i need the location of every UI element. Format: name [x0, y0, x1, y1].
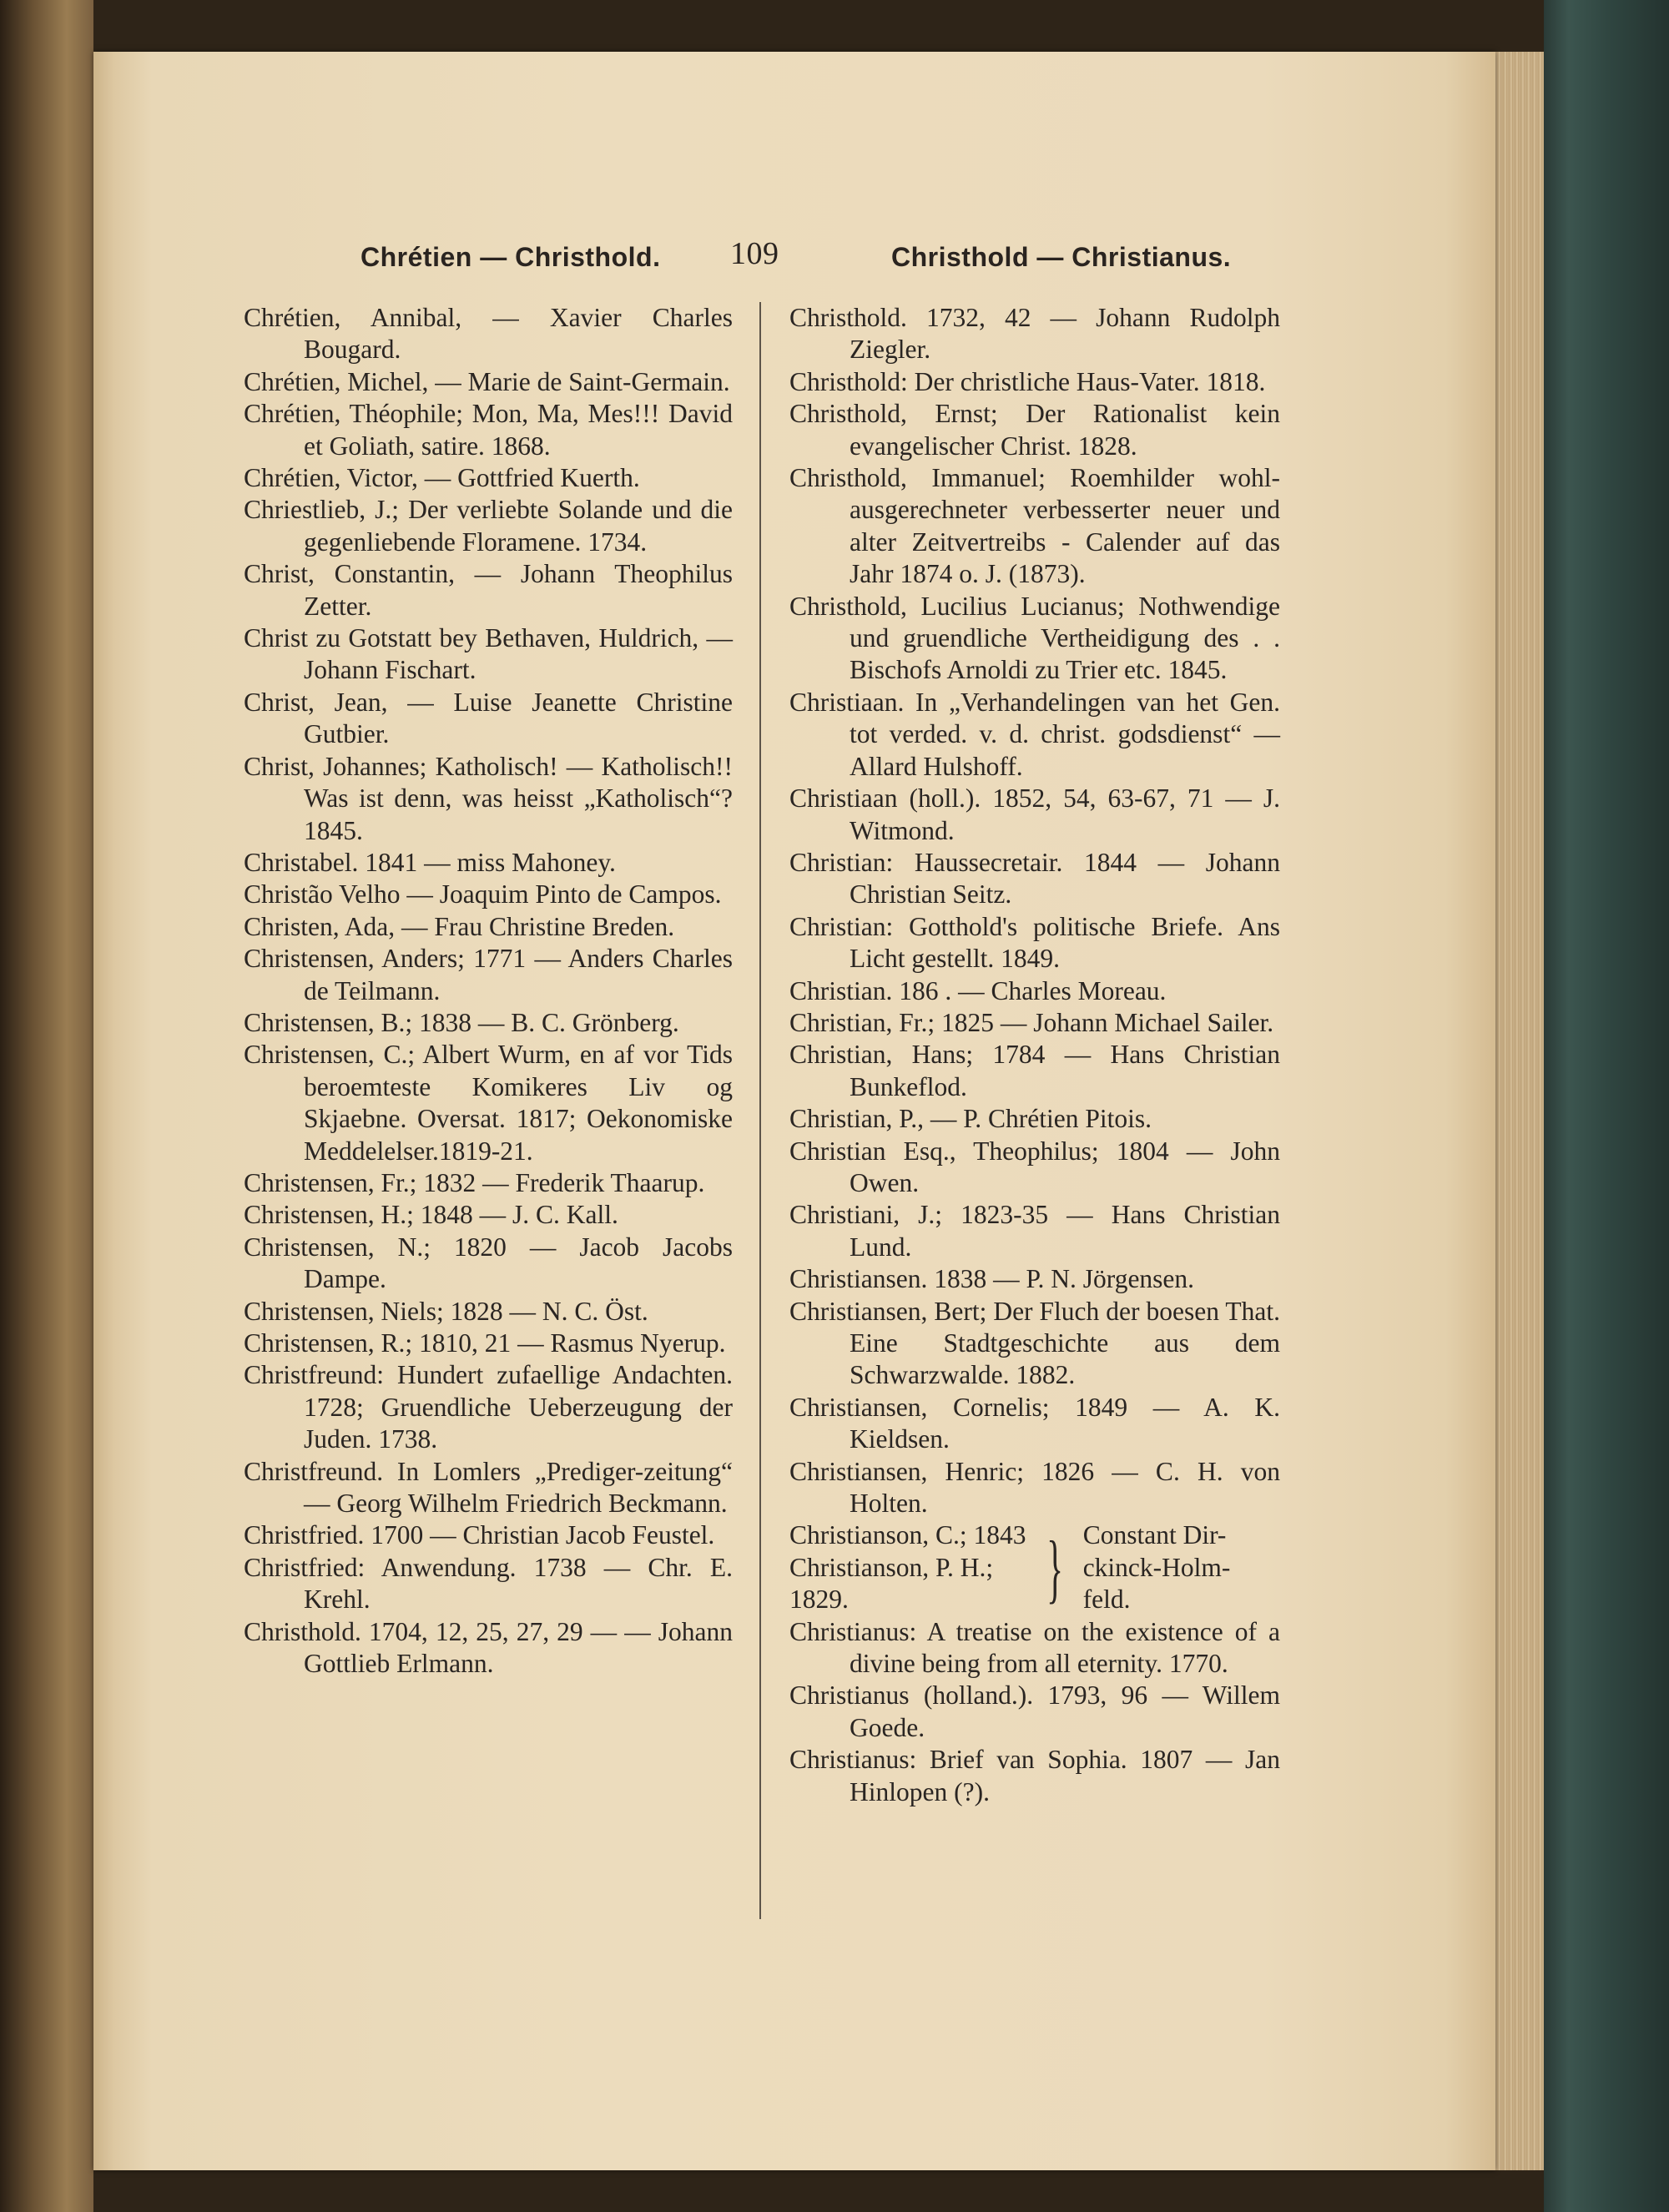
- index-entry: Christensen, C.; Albert Wurm, en af vor Tids beroemteste Komikeres Liv og Skjaebne. Oversat. 1817; Oekonomiske Meddelelser.1819-21.: [244, 1040, 733, 1166]
- index-entry: Christensen, Anders; 1771 — Anders Charles de Teilmann.: [244, 944, 733, 1005]
- index-entry: Christiansen, Henric; 1826 — C. H. von Holten.: [789, 1456, 1280, 1519]
- index-entry: Christ zu Gotstatt bey Bethaven, Huldrich, — Johann Fischart.: [244, 623, 733, 685]
- index-entry: Christfreund: Hundert zufaellige Andachten. 1728; Gruendliche Ueberzeugung der Juden. 1738.: [244, 1360, 733, 1454]
- braced-entry-line: Christianson, C.; 1843: [789, 1520, 1026, 1550]
- index-entry: Christiansen, Bert; Der Fluch der boesen That. Eine Stadtgeschichte aus dem Schwarzwalde. 1882.: [789, 1296, 1280, 1390]
- index-entry: Christianus: Brief van Sophia. 1807 — Jan Hinlopen (?).: [789, 1745, 1280, 1806]
- curly-brace-icon: }: [1046, 1525, 1063, 1611]
- running-header-left: Chrétien — Christhold.: [361, 242, 661, 272]
- index-entry: Christian: Haussecretair. 1844 — Johann Christian Seitz.: [789, 847, 1280, 909]
- column-divider: [759, 302, 761, 1919]
- index-entry: Christen, Ada, — Frau Christine Breden.: [244, 911, 675, 941]
- right-column: [789, 302, 1280, 1808]
- index-entry: Christhold, Lucilius Lucianus; Nothwendige und gruendliche Vertheidigung des . . Bischofs Arnoldi zu Trier etc. 1845.: [789, 591, 1280, 685]
- book-cover-edge: [1544, 0, 1669, 2212]
- index-entry: Christfried. 1700 — Christian Jacob Feustel.: [244, 1520, 715, 1550]
- index-entry: Christensen, Fr.; 1832 — Frederik Thaarup.: [244, 1167, 705, 1197]
- index-entry: Christian, P., — P. Chrétien Pitois.: [789, 1104, 1152, 1134]
- braced-entry-line: Christianson, P. H.;: [789, 1552, 994, 1582]
- index-entry: Christensen, B.; 1838 — B. C. Grönberg.: [244, 1007, 679, 1037]
- index-entry: Chriestlieb, J.; Der verliebte Solande und die gegenliebende Floramene. 1734.: [244, 495, 733, 557]
- index-entry: Christfreund. In Lomlers „Prediger-zeitung“ — Georg Wilhelm Friedrich Beckmann.: [244, 1456, 733, 1519]
- index-entry: Christianus: A treatise on the existence of a divine being from all eternity. 1770.: [789, 1616, 1280, 1679]
- index-entry: Christiani, J.; 1823-35 — Hans Christian Lund.: [789, 1200, 1280, 1262]
- index-entry: Christensen, N.; 1820 — Jacob Jacobs Dampe.: [244, 1232, 733, 1294]
- index-entry: Christ, Johannes; Katholisch! — Katholisch!! Was ist denn, was heisst „Katholisch“? 1845.: [244, 751, 733, 845]
- index-entry: Christianus (holland.). 1793, 96 — Willem Goede.: [789, 1680, 1280, 1742]
- index-entry: Chrétien, Théophile; Mon, Ma, Mes!!! David et Goliath, satire. 1868.: [244, 399, 733, 461]
- index-entry: Christian. 186 . — Charles Moreau.: [789, 975, 1167, 1005]
- page-number: 109: [730, 236, 779, 271]
- index-entry: Chrétien, Victor, — Gottfried Kuerth.: [244, 463, 640, 493]
- index-entry: Christian, Hans; 1784 — Hans Christian Bunkeflod.: [789, 1040, 1280, 1101]
- index-entry: Christensen, Niels; 1828 — N. C. Öst.: [244, 1296, 648, 1326]
- index-entry: Christ, Constantin, — Johann Theophilus Zetter.: [244, 559, 733, 621]
- index-entry: Christhold, Ernst; Der Rationalist kein evangelischer Christ. 1828.: [789, 399, 1280, 461]
- book-spine: [0, 0, 93, 2212]
- index-entry: Chrétien, Michel, — Marie de Saint-Germain.: [244, 366, 730, 396]
- index-entry: Christensen, R.; 1810, 21 — Rasmus Nyerup.: [244, 1328, 726, 1358]
- index-entry: Christhold. 1704, 12, 25, 27, 29 — — Johann Gottlieb Erlmann.: [244, 1616, 733, 1679]
- running-header-right: Christhold — Christianus.: [891, 242, 1232, 272]
- braced-entry-line: 1829.: [789, 1585, 849, 1615]
- index-entry: Christão Velho — Joaquim Pinto de Campos.: [244, 879, 722, 909]
- index-entry: Christhold, Immanuel; Roemhilder wohl-ausgerechneter verbesserter neuer und alter Zeitvertreibs - Calender auf das Jahr 1874 o. J. (1873).: [789, 463, 1280, 589]
- index-entry: Christian, Fr.; 1825 — Johann Michael Sailer.: [789, 1007, 1274, 1037]
- page-edges: [1495, 52, 1544, 2170]
- index-entry: Christhold. 1732, 42 — Johann Rudolph Ziegler.: [789, 303, 1280, 365]
- index-entry: Christhold: Der christliche Haus-Vater. 1818.: [789, 366, 1266, 396]
- index-entry: Christiaan (holl.). 1852, 54, 63-67, 71 — J. Witmond.: [789, 784, 1280, 845]
- index-entry: Christiansen. 1838 — P. N. Jörgensen.: [789, 1264, 1195, 1294]
- braced-entry-pseudonym-line: ckinck-Holm-: [1082, 1552, 1231, 1582]
- index-entry: Christabel. 1841 — miss Mahoney.: [244, 847, 616, 877]
- braced-index-entry: [789, 1519, 1280, 1615]
- braced-entry-pseudonym-line: Constant Dir-: [1082, 1520, 1227, 1550]
- index-entry: Christ, Jean, — Luise Jeanette Christine Gutbier.: [244, 687, 733, 749]
- left-column: [244, 302, 733, 1680]
- index-entry: Christiaan. In „Verhandelingen van het Gen. tot verded. v. d. christ. godsdienst“ — Allard Hulshoff.: [789, 687, 1280, 781]
- index-entry: Christian: Gotthold's politische Briefe. Ans Licht gestellt. 1849.: [789, 911, 1280, 974]
- index-entry: Chrétien, Annibal, — Xavier Charles Bougard.: [244, 303, 733, 365]
- index-entry: Christiansen, Cornelis; 1849 — A. K. Kieldsen.: [789, 1392, 1280, 1454]
- index-entry: Christian Esq., Theophilus; 1804 — John Owen.: [789, 1136, 1280, 1197]
- braced-entry-pseudonym-line: feld.: [1082, 1585, 1131, 1615]
- index-entry: Christfried: Anwendung. 1738 — Chr. E. Krehl.: [244, 1552, 733, 1615]
- index-entry: Christensen, H.; 1848 — J. C. Kall.: [244, 1200, 618, 1230]
